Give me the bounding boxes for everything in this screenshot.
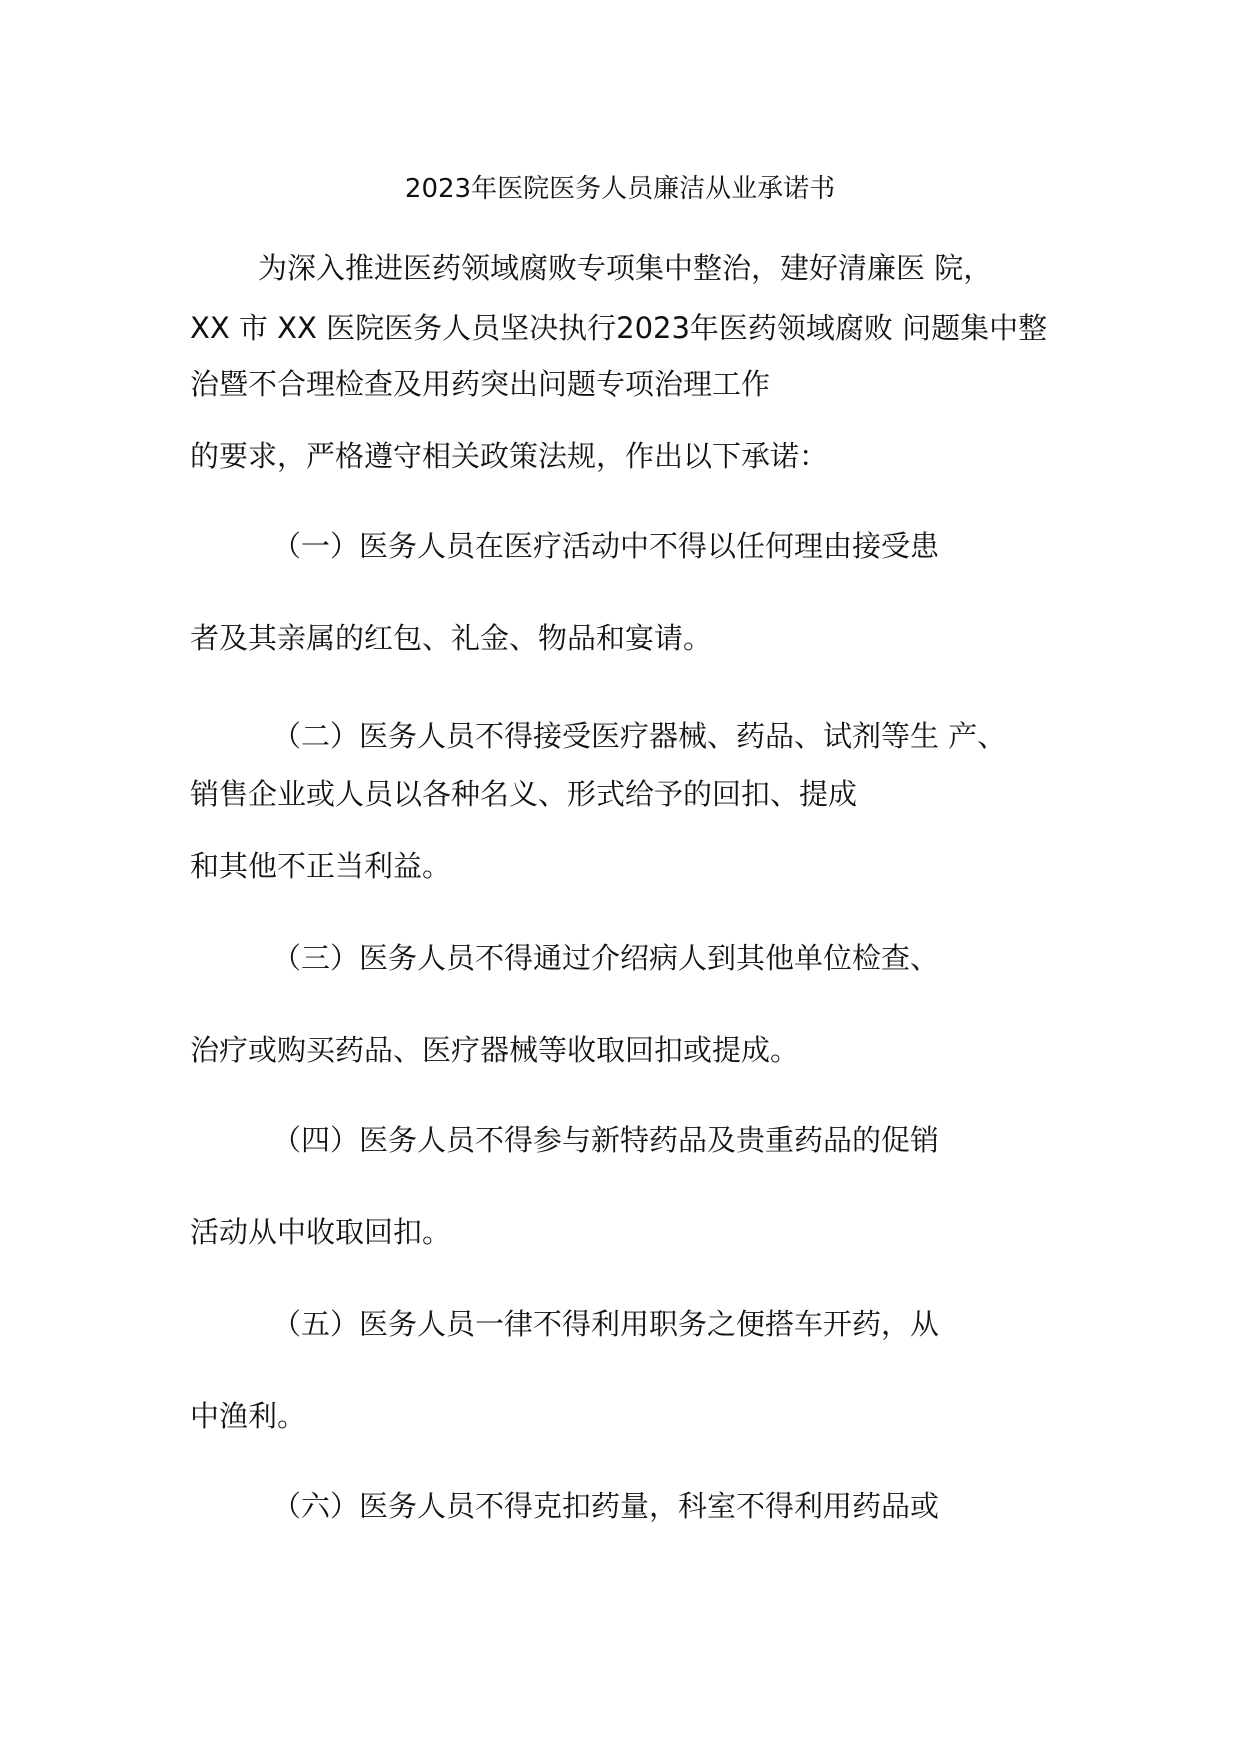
item-3-line-1: （三）医务人员不得通过介绍病人到其他单位检查、 [272, 941, 940, 975]
intro-line-2: XX 市 XX 医院医务人员坚决执行2023年医药领域腐败 问题集中整 [190, 311, 1048, 345]
item-2-line-2: 销售企业或人员以各种名义、形式给予的回扣、提成 [190, 777, 858, 811]
item-6-line-1: （六）医务人员不得克扣药量，科室不得利用药品或 [272, 1489, 940, 1523]
intro-line-4: 的要求，严格遵守相关政策法规，作出以下承诺： [190, 439, 829, 473]
item-4-line-2: 活动从中收取回扣。 [190, 1215, 452, 1249]
item-2-line-1: （二）医务人员不得接受医疗器械、药品、试剂等生 产、 [272, 719, 1007, 753]
intro-line-1: 为深入推进医药领域腐败专项集中整治，建好清廉医 院， [258, 251, 993, 285]
item-3-line-2: 治疗或购买药品、医疗器械等收取回扣或提成。 [190, 1033, 800, 1067]
item-5-line-1: （五）医务人员一律不得利用职务之便搭车开药，从 [272, 1307, 940, 1341]
item-5-line-2: 中渔利。 [190, 1399, 307, 1433]
item-4-line-1: （四）医务人员不得参与新特药品及贵重药品的促销 [272, 1123, 940, 1157]
item-2-line-3: 和其他不正当利益。 [190, 849, 452, 883]
item-1-line-1: （一）医务人员在医疗活动中不得以任何理由接受患 [272, 529, 940, 563]
item-1-line-2: 者及其亲属的红包、礼金、物品和宴请。 [190, 621, 713, 655]
document-title: 2023年医院医务人员廉洁从业承诺书 [404, 174, 836, 204]
intro-line-3: 治暨不合理检查及用药突出问题专项治理工作 [190, 367, 771, 401]
